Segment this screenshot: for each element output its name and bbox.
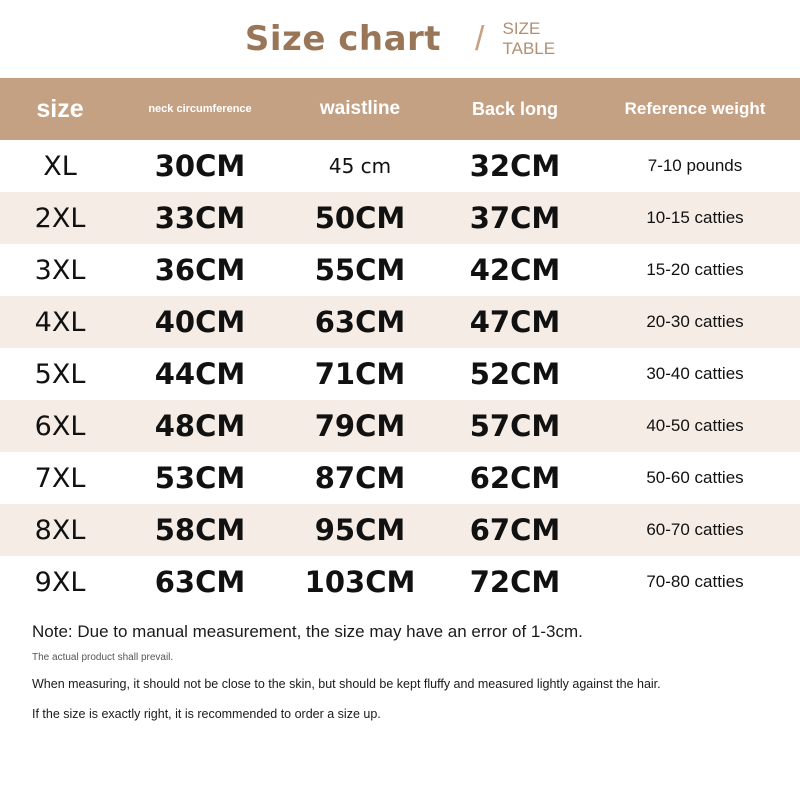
cell-waist: 87CM [314,461,406,495]
header-divider-slash: / [475,19,485,58]
cell-size: 8XL [34,514,86,546]
page-title: Size chart [244,19,442,59]
column-header-size: size [36,94,84,123]
cell-ref: 7-10 pounds [647,156,743,175]
cell-size: 4XL [34,306,86,338]
cell-ref: 50-60 catties [646,468,744,487]
cell-size: 3XL [34,254,86,286]
cell-ref: 30-40 catties [646,364,744,383]
cell-ref: 60-70 catties [646,520,744,539]
table-row [0,504,800,556]
cell-size: 9XL [34,566,86,598]
page-header [0,0,800,78]
notes-section [0,608,800,721]
cell-waist: 55CM [314,253,406,287]
table-row [0,296,800,348]
cell-ref: 40-50 catties [646,416,744,435]
cell-ref: 10-15 catties [646,208,744,227]
cell-size: 6XL [34,410,86,442]
note-measurement-error: Note: Due to manual measurement, the size may have an error of 1-3cm. [32,622,583,641]
cell-size: 7XL [34,462,86,494]
column-header-back-long: Back long [471,98,559,119]
column-header-waistline: waistline [319,98,401,119]
table-row [0,348,800,400]
cell-neck: 30CM [154,149,246,183]
cell-back: 42CM [469,253,561,287]
table-header-row [0,78,800,140]
cell-neck: 36CM [154,253,246,287]
cell-back: 52CM [469,357,561,391]
cell-ref: 20-30 catties [646,312,744,331]
header-subtitle-line1: SIZE [502,19,541,39]
header-subtitle-line2: TABLE [502,39,556,58]
column-header-neck: neck circumference [148,103,252,115]
cell-size: 2XL [34,202,86,234]
cell-neck: 58CM [154,513,246,547]
cell-neck: 53CM [154,461,246,495]
cell-waist: 63CM [314,305,406,339]
note-measuring-tip: When measuring, it should not be close to the skin, but should be kept fluffy and measured lightly against the hair. [32,677,661,691]
cell-neck: 48CM [154,409,246,443]
cell-neck: 63CM [154,565,246,599]
cell-neck: 33CM [154,201,246,235]
cell-waist: 103CM [304,565,416,599]
cell-ref: 15-20 catties [646,260,744,279]
table-row [0,452,800,504]
table-row [0,400,800,452]
note-size-up-tip: If the size is exactly right, it is recommended to order a size up. [32,707,381,721]
cell-back: 62CM [469,461,561,495]
cell-waist: 50CM [314,201,406,235]
cell-back: 67CM [469,513,561,547]
header-subtitle [503,19,556,58]
table-row [0,140,800,192]
table-row [0,244,800,296]
cell-ref: 70-80 catties [646,572,744,591]
cell-neck: 44CM [154,357,246,391]
cell-neck: 40CM [154,305,246,339]
table-row [0,556,800,608]
table-row [0,192,800,244]
cell-waist: 71CM [314,357,406,391]
cell-back: 57CM [469,409,561,443]
cell-waist: 45 cm [328,154,392,178]
cell-back: 47CM [469,305,561,339]
cell-waist: 95CM [314,513,406,547]
cell-back: 37CM [469,201,561,235]
cell-size: XL [43,150,77,182]
cell-size: 5XL [34,358,86,390]
cell-back: 72CM [469,565,561,599]
note-actual-product: The actual product shall prevail. [32,652,174,663]
size-table [0,78,800,608]
column-header-reference-weight: Reference weight [624,99,766,118]
cell-waist: 79CM [314,409,406,443]
cell-back: 32CM [469,149,561,183]
